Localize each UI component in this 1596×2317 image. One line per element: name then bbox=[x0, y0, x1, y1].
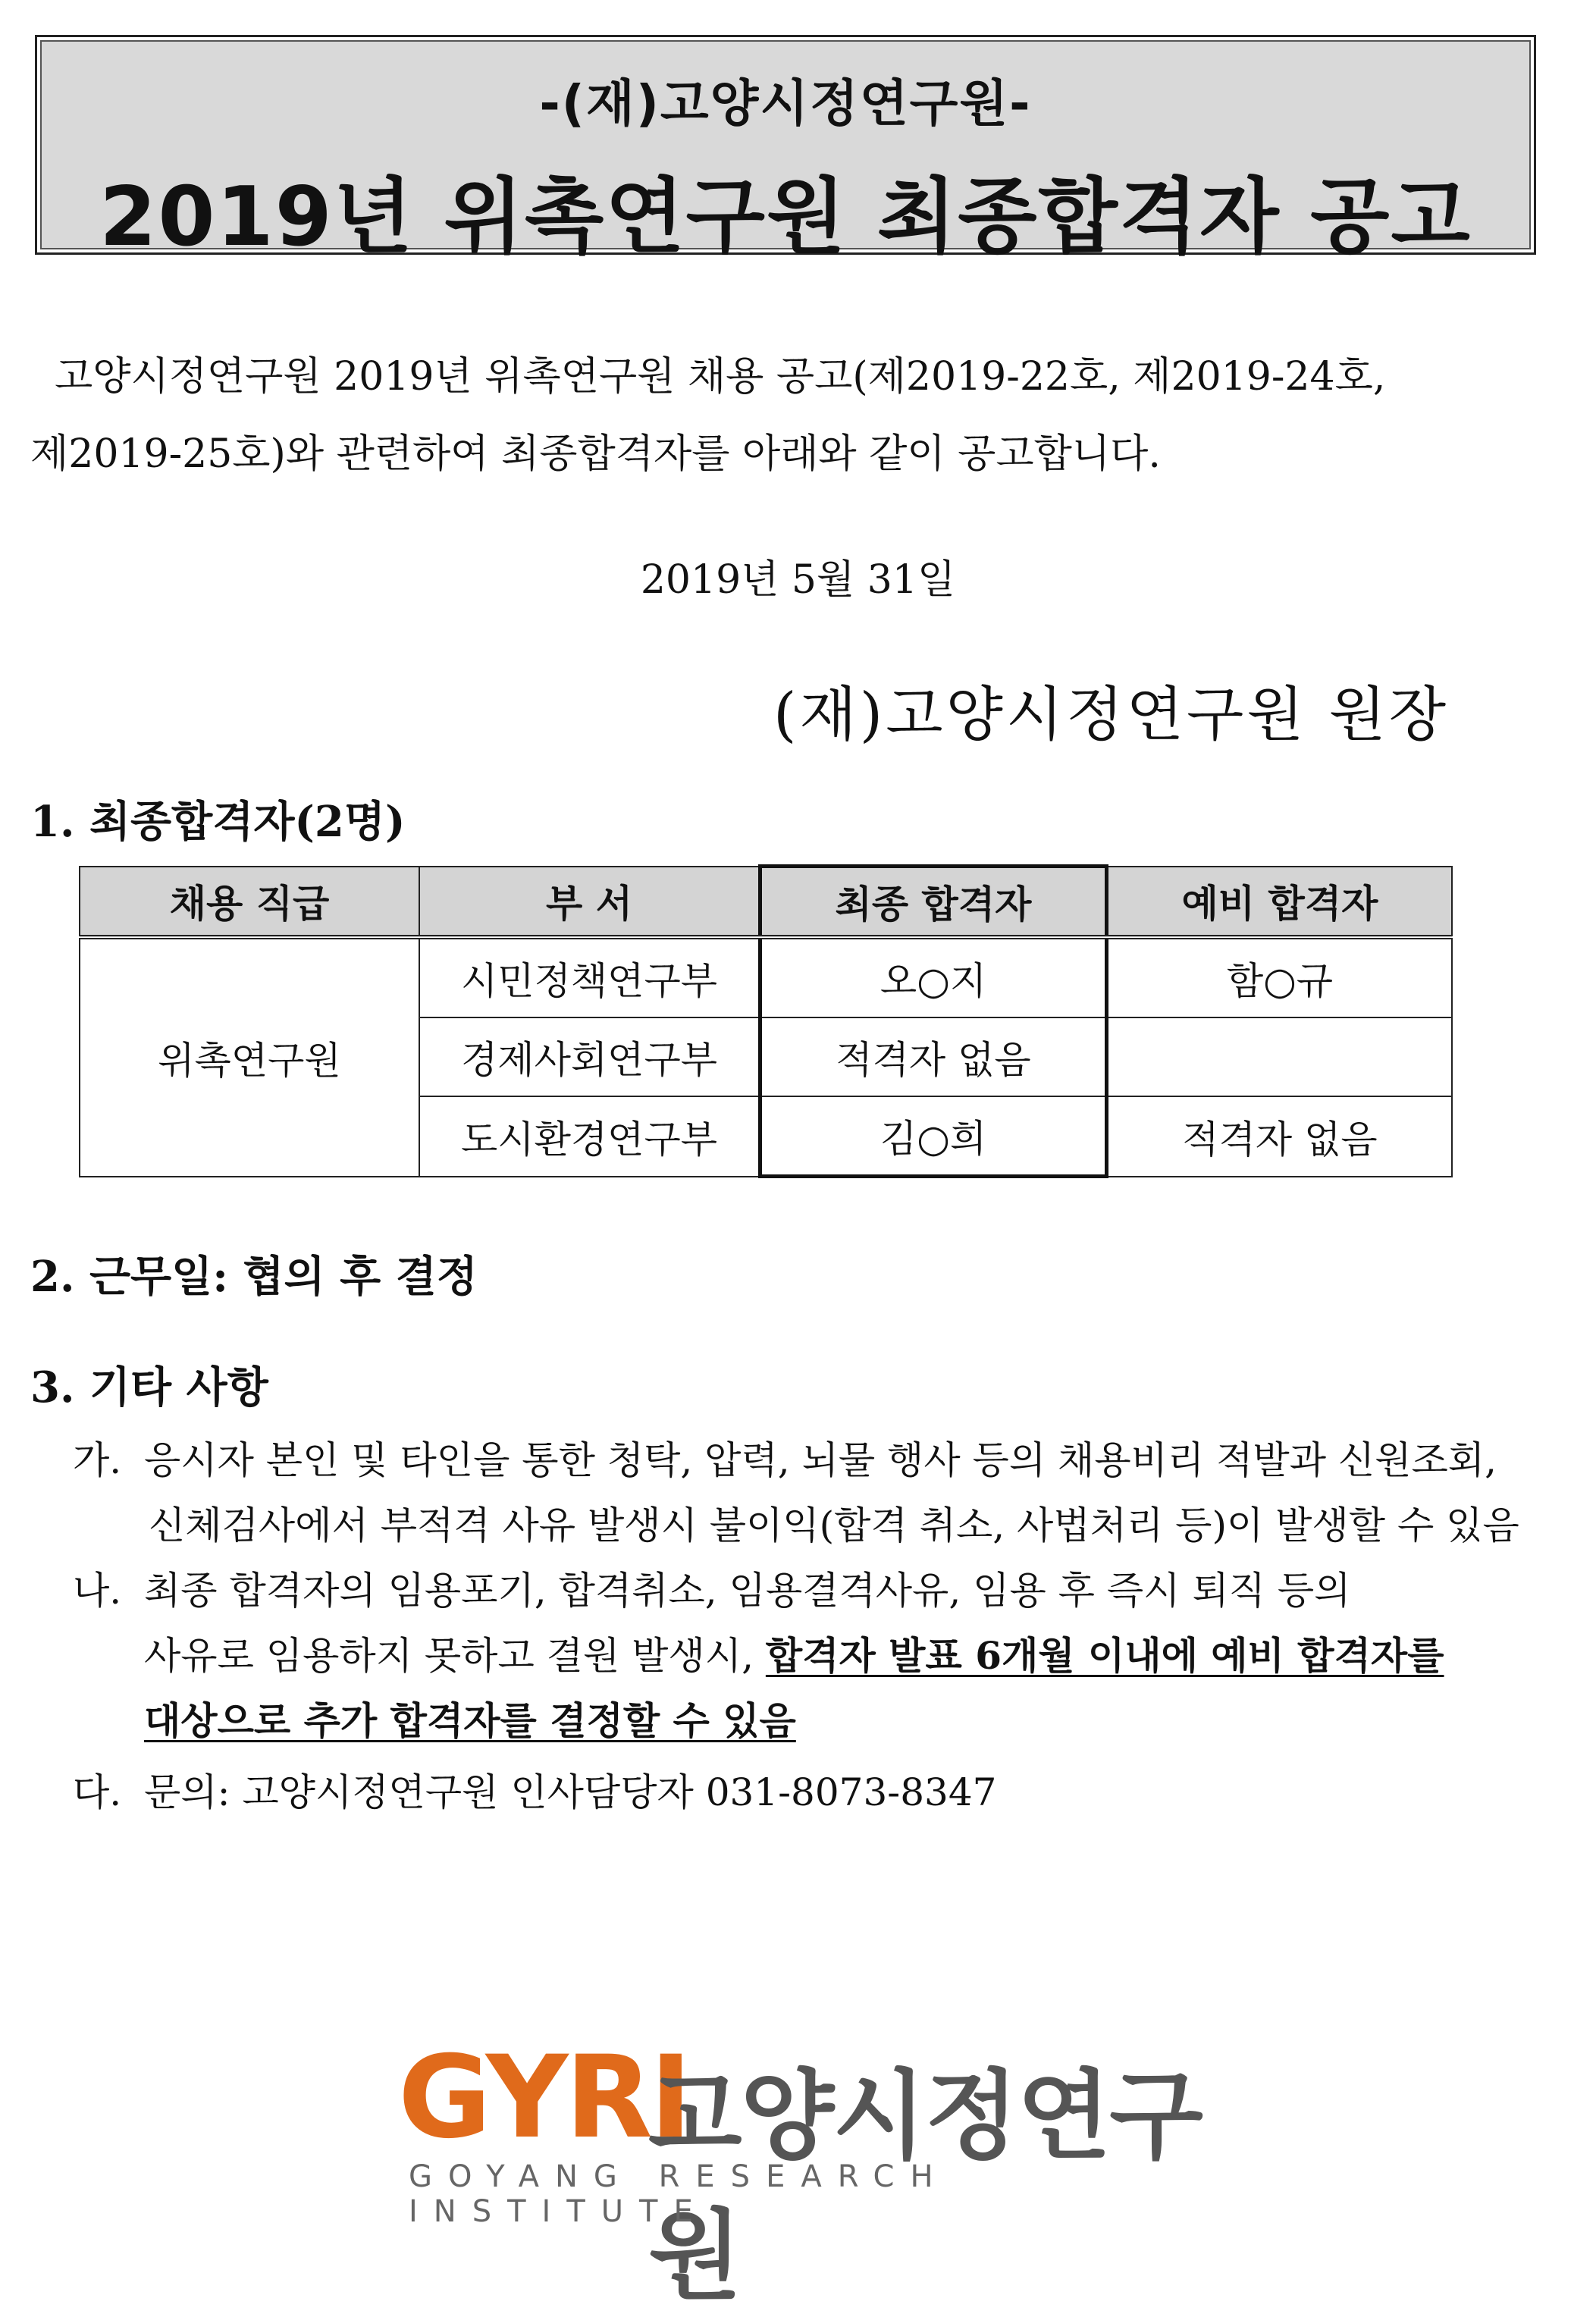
logo-english-name: GOYANG RESEARCH INSTITUTE bbox=[409, 2159, 949, 2229]
title-subtitle: -(재)고양시정연구원- bbox=[539, 74, 1032, 133]
cell-department: 경제사회연구부 bbox=[419, 1017, 760, 1096]
section-3-heading: 3. 기타 사항 bbox=[30, 1362, 268, 1412]
cell-reserve: 함○규 bbox=[1107, 937, 1453, 1017]
cell-position: 위촉연구원 bbox=[80, 937, 419, 1177]
table-header-row bbox=[80, 867, 1452, 938]
intro-line-2: 제2019-25호)와 관련하여 최종합격자를 아래와 같이 공고합니다. bbox=[30, 431, 1161, 477]
item-na-line-2-plain: 사유로 임용하지 못하고 결원 발생시, bbox=[144, 1634, 766, 1678]
cell-reserve bbox=[1107, 1017, 1453, 1096]
cell-department: 시민정책연구부 bbox=[419, 937, 760, 1017]
intro-line-1: 고양시정연구원 2019년 위촉연구원 채용 공고(제2019-22호, 제2019-24호, bbox=[55, 354, 1386, 400]
section-1-heading: 1. 최종합격자(2명) bbox=[30, 797, 406, 847]
logo-korean-name: 고양시정연구원 bbox=[648, 2060, 1202, 2312]
announcement-date: 2019년 5월 31일 bbox=[640, 557, 956, 603]
item-na-line-1: 최종 합격자의 임용포기, 합격취소, 임용결격사유, 임용 후 즉시 퇴직 등의 bbox=[144, 1569, 1351, 1613]
header-reserve: 예비 합격자 bbox=[1107, 867, 1453, 938]
gyri-logo bbox=[398, 2032, 1202, 2312]
header-final: 최종 합격자 bbox=[760, 867, 1107, 938]
item-ga-line-2: 신체검사에서 부적격 사유 발생시 불이익(합격 취소, 사법처리 등)이 발생할 수 있음 bbox=[149, 1503, 1519, 1547]
table-row bbox=[80, 937, 1452, 1017]
title-box bbox=[35, 35, 1536, 265]
cell-reserve: 적격자 없음 bbox=[1107, 1096, 1453, 1177]
item-da-label: 다. bbox=[73, 1770, 122, 1814]
section-2-heading: 2. 근무일: 협의 후 결정 bbox=[30, 1252, 478, 1302]
item-na-label: 나. bbox=[73, 1569, 122, 1613]
header-position: 채용 직급 bbox=[80, 867, 419, 938]
item-ga-line-1: 응시자 본인 및 타인을 통한 청탁, 압력, 뇌물 행사 등의 채용비리 적발과 신원조회, bbox=[144, 1438, 1497, 1482]
final-candidates-table bbox=[79, 864, 1453, 1178]
item-na-line-2 bbox=[144, 1626, 1444, 1680]
cell-department: 도시환경연구부 bbox=[419, 1096, 760, 1177]
cell-final: 적격자 없음 bbox=[760, 1017, 1107, 1096]
header-department: 부 서 bbox=[419, 867, 760, 938]
cell-final: 김○희 bbox=[760, 1096, 1107, 1177]
item-na-line-2-emphasis: 합격자 발표 6개월 이내에 예비 합격자를 bbox=[765, 1633, 1444, 1678]
item-na-line-3-emphasis: 대상으로 추가 합격자를 결정할 수 있음 bbox=[144, 1698, 796, 1743]
cell-final: 오○지 bbox=[760, 937, 1107, 1017]
page-title: 2019년 위촉연구원 최종합격자 공고 bbox=[99, 170, 1472, 265]
logo-mark: GYRI bbox=[398, 2032, 689, 2164]
issuer: (재)고양시정연구원 원장 bbox=[773, 681, 1450, 749]
item-ga-label: 가. bbox=[73, 1438, 122, 1482]
contact-info: 문의: 고양시정연구원 인사담당자 031-8073-8347 bbox=[144, 1770, 997, 1814]
